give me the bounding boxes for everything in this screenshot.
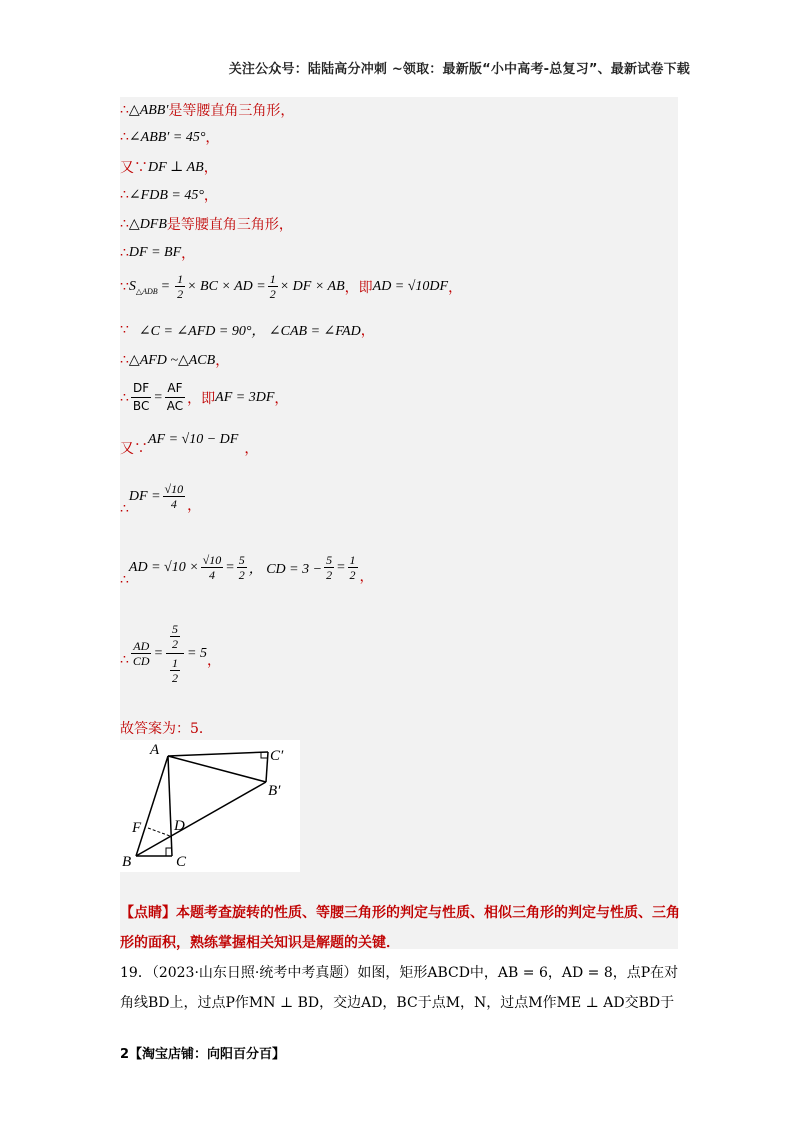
label-c-prime: C′	[270, 748, 284, 764]
solution-line-9: ∴ △AFD ~△ACB ，	[120, 352, 230, 369]
solution-line-2: ∴ ∠ABB′ = 45° ，	[120, 129, 220, 146]
solution-line-10: ∴ $\frac{DF}{BC}$ = $\frac{AF}{AC}$ ， 即 AF = 3DF ，	[120, 381, 289, 413]
page-footer: 2【淘宝店铺：向阳百分百】	[120, 1047, 286, 1062]
label-b: B	[122, 854, 132, 870]
solution-line-14: ∴ $\frac{AD}{CD}$ = $\frac{5}{2}$ $\frac{1}{2}$ = 5 ，	[120, 622, 221, 685]
page-header: 关注公众号：陆陆高分冲刺 ~领取：最新版“小中高考-总复习”、最新试卷下载	[228, 62, 690, 77]
geometry-diagram	[120, 740, 300, 872]
label-a: A	[150, 742, 160, 758]
geometry-figure	[120, 740, 300, 872]
comment-block: 【点睛】本题考查旋转的性质、等腰三角形的判定与性质、相似三角形的判定与性质、三角形的面积，熟练掌握相关知识是解题的关键．	[120, 905, 680, 951]
solution-line-4: ∴ ∠FDB = 45° ，	[120, 187, 218, 204]
solution-line-13: ∴ AD = √10 × $\frac{√10}{4}$ = $\frac{5}{2}$ ， CD = 3 − $\frac{5}{2}$ = $\frac{1}{2}$ ，	[120, 553, 374, 588]
label-f: F	[132, 820, 142, 836]
solution-line-7: ∵ S △ADB = $\frac{1}{2}$ × BC × AD = $\frac{1}{2}$ × DF × AB ， 即 AD = √10DF ，	[120, 272, 463, 301]
solution-line-8: ∵ ∠C = ∠AFD = 90°， ∠CAB = ∠FAD ，	[120, 322, 375, 339]
answer-line: 故答案为：5．	[120, 721, 213, 737]
compound-fraction: $\frac{5}{2}$ $\frac{1}{2}$	[166, 622, 184, 685]
solution-line-3: 又∵ DF ⊥ AB ，	[120, 159, 218, 176]
label-b-prime: B′	[268, 783, 281, 799]
label-d: D	[174, 818, 185, 834]
segment-df	[148, 828, 170, 836]
segment-ac-prime	[168, 752, 268, 756]
problem-19: 19．（2023·山东日照·统考中考真题）如图，矩形ABCD中，AB = 6，AD = 8，点P在对角线BD上，过点P作MN ⊥ BD，交边AD，BC于点M，N，过点M作ME ⊥ AD交BD于	[120, 965, 679, 1011]
solution-line-6: ∴ DF = BF ，	[120, 245, 196, 262]
segment-c-prime-b-prime	[266, 752, 268, 782]
label-c: C	[176, 854, 187, 870]
solution-line-5: ∴ △DFB 是等腰直角三角形，	[120, 216, 293, 233]
solution-line-12: ∴ DF = $\frac{√10}{4}$ ，	[120, 482, 202, 517]
solution-line-11: 又∵ AF = √10 − DF ，	[120, 432, 259, 457]
solution-line-1: ∴ △ABB′ 是等腰直角三角形，	[120, 102, 295, 119]
segment-ab-prime	[168, 756, 266, 782]
segment-ac	[168, 756, 172, 856]
